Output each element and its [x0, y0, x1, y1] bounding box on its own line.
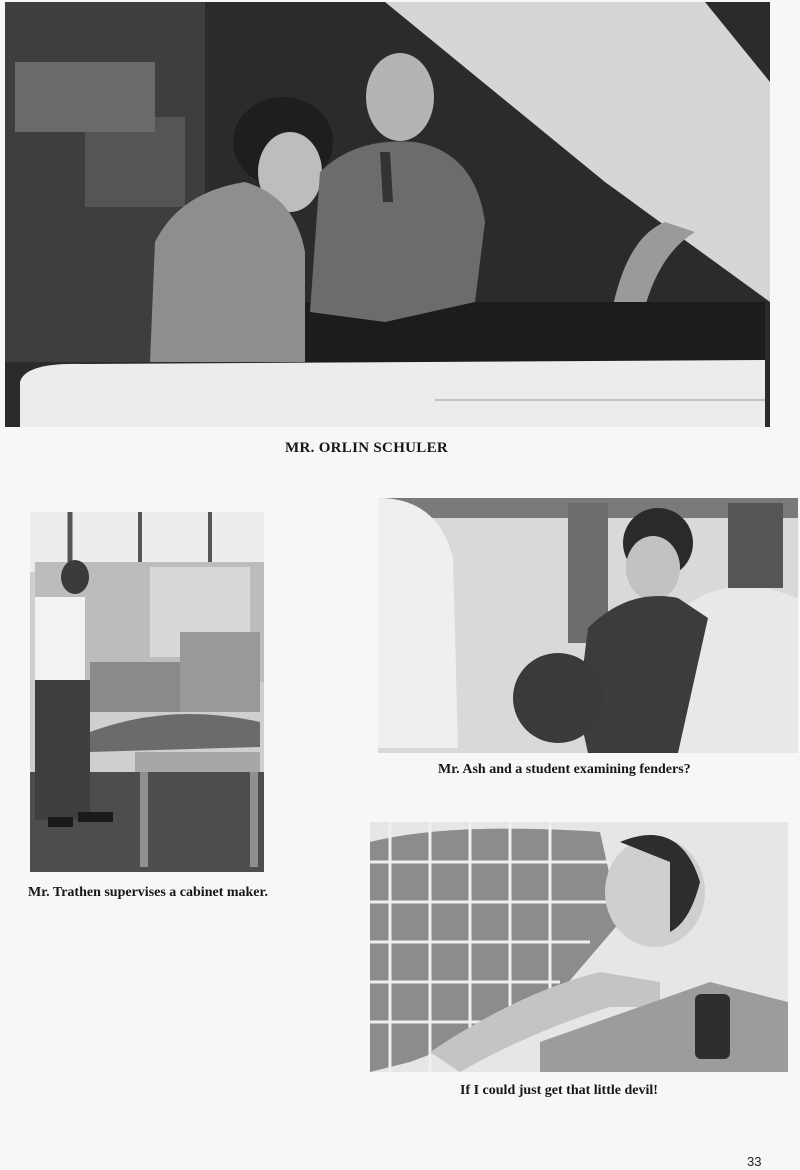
page-number: 33: [747, 1154, 762, 1169]
caption-ash: Mr. Ash and a student examining fenders?: [438, 762, 691, 777]
photo-cabinet-shop-image: [30, 512, 264, 872]
photo-woodwork-image: [370, 822, 788, 1072]
photo-fenders: [378, 498, 798, 753]
photo-fenders-image: [378, 498, 798, 753]
photo-cabinet-shop: [30, 512, 264, 872]
caption-orlin-schuler: MR. ORLIN SCHULER: [285, 440, 449, 456]
photo-engine-repair-image: [5, 2, 770, 427]
caption-little-devil: If I could just get that little devil!: [460, 1083, 658, 1098]
caption-trathen: Mr. Trathen supervises a cabinet maker.: [28, 885, 268, 900]
photo-engine-repair: [5, 2, 770, 427]
photo-woodwork: [370, 822, 788, 1072]
